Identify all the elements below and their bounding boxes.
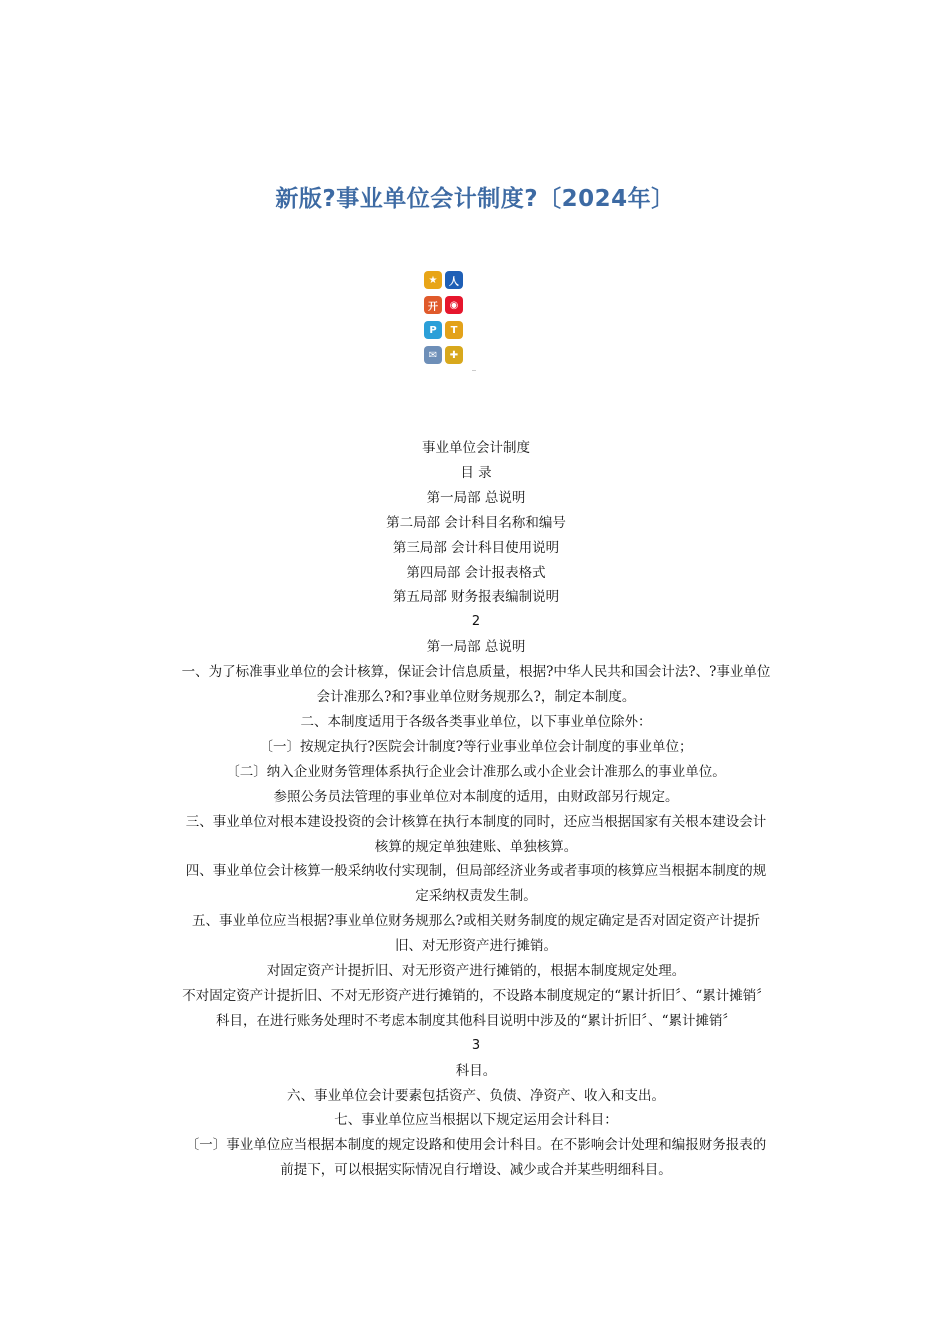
kaixin-icon[interactable]: 开 xyxy=(424,296,442,314)
paragraph: 二、本制度适用于各级各类事业单位，以下事业单位除外： xyxy=(300,713,652,730)
paragraph: 科目。 xyxy=(455,1062,497,1079)
qzone-icon[interactable]: ★ xyxy=(424,271,442,289)
divider xyxy=(472,370,476,371)
page-number: 2 xyxy=(471,614,481,630)
paragraph: 三、事业单位对根本建设投资的会计核算在执行本制度的同时，还应当根据国家有关根本建设会计核算的规定单独建账、单独核算。 xyxy=(185,813,767,855)
paragraph: 〔一〕按规定执行?医院会计制度?等行业事业单位会计制度的事业单位； xyxy=(259,738,693,755)
paragraph: 不对固定资产计提折旧、不对无形资产进行摊销的，不设路本制度规定的“累计折旧〞、“累计摊销〞科目，在进行账务处理时不考虑本制度其他科目说明中涉及的“累计折旧〞、“累计摊销〞 xyxy=(182,987,770,1029)
more-share-icon[interactable]: ✚ xyxy=(445,346,463,364)
paragraph: 五、事业单位应当根据?事业单位财务规那么?或相关财务制度的规定确定是否对固定资产计提折旧、对无形资产进行摊销。 xyxy=(192,913,760,955)
share-icon-grid xyxy=(424,271,468,371)
page-number: 3 xyxy=(471,1037,481,1053)
toc-item: 第一局部 总说明 xyxy=(426,489,526,506)
paragraph: 六、事业单位会计要素包括资产、负债、净资产、收入和支出。 xyxy=(287,1087,665,1104)
toc-item: 第四局部 会计报表格式 xyxy=(406,564,546,581)
paragraph: 〔二〕纳入企业财务管理体系执行企业会计准那么或小企业会计准那么的事业单位。 xyxy=(226,763,726,780)
paragraph: 参照公务员法管理的事业单位对本制度的适用，由财政部另行规定。 xyxy=(273,788,679,805)
mail-icon[interactable]: ✉ xyxy=(424,346,442,364)
paragraph: 一、为了标准事业单位的会计核算，保证会计信息质量，根据?中华人民共和国会计法?、?事业单位会计准那么?和?事业单位财务规那么?，制定本制度。 xyxy=(181,664,771,706)
toc-item: 第三局部 会计科目使用说明 xyxy=(392,539,560,556)
section-heading: 事业单位会计制度 xyxy=(422,440,530,456)
toc-heading: 目 录 xyxy=(460,464,492,481)
tencent-weibo-icon[interactable]: T xyxy=(445,321,463,339)
paragraph: 七、事业单位应当根据以下规定运用会计科目： xyxy=(334,1112,618,1129)
toc-item: 第五局部 财务报表编制说明 xyxy=(392,589,560,606)
document-body xyxy=(180,436,772,1183)
document-title: 新版?事业单位会计制度?〔2024年〕 xyxy=(275,186,675,212)
paragraph: 〔一〕事业单位应当根据本制度的规定设路和使用会计科目。在不影响会计处理和编报财务报表的前提下，可以根据实际情况自行增设、减少或合并某些明细科目。 xyxy=(185,1137,767,1179)
renren-icon[interactable]: 人 xyxy=(445,271,463,289)
sina-weibo-icon[interactable]: ◉ xyxy=(445,296,463,314)
toc-item: 第二局部 会计科目名称和编号 xyxy=(386,514,566,531)
section-heading: 第一局部 总说明 xyxy=(426,639,526,656)
paragraph: 四、事业单位会计核算一般采纳收付实现制，但局部经济业务或者事项的核算应当根据本制度的规定采纳权责发生制。 xyxy=(185,863,767,905)
pengyou-icon[interactable]: P xyxy=(424,321,442,339)
paragraph: 对固定资产计提折旧、对无形资产进行摊销的，根据本制度规定处理。 xyxy=(266,963,686,980)
